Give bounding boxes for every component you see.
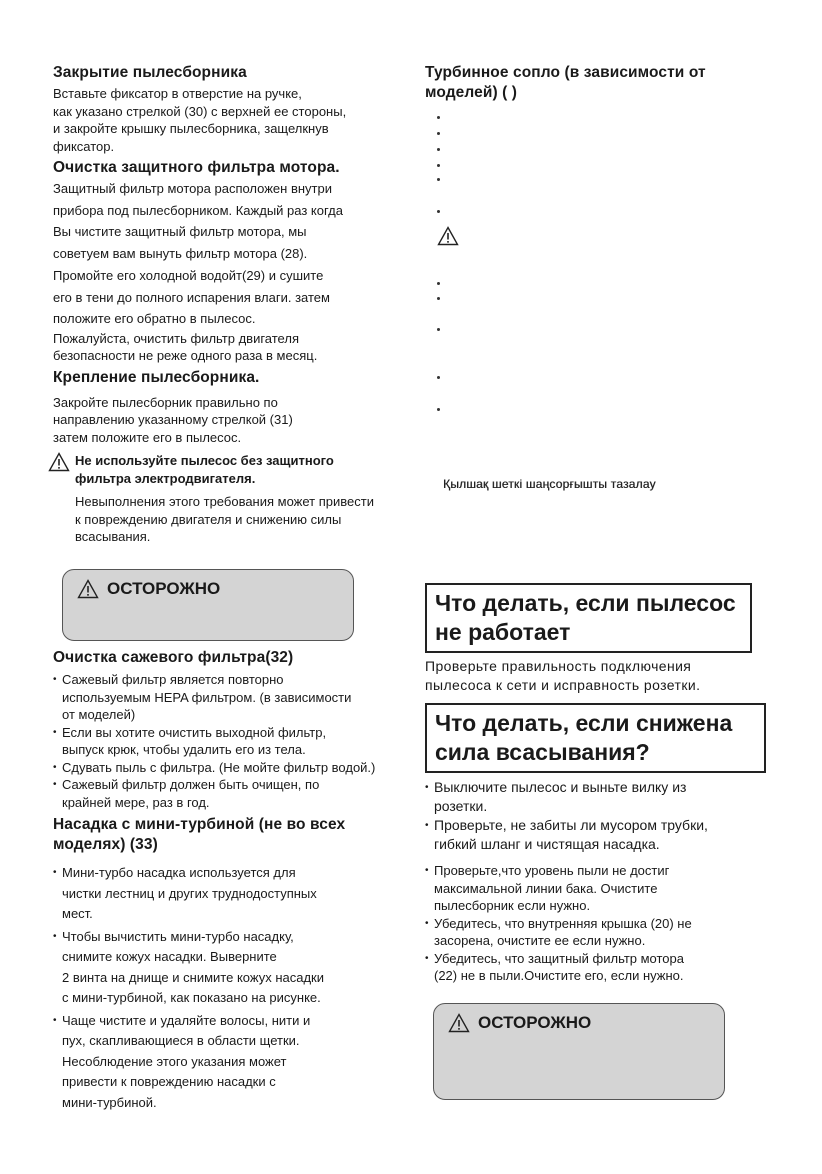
warning-triangle-icon: [448, 1013, 470, 1033]
box-low-suction: [425, 703, 766, 773]
left-column: [53, 63, 413, 546]
list-item: • Сажевый фильтр должен быть очищен, по крайней мере, раз в год.: [53, 776, 423, 811]
list-item: • Если вы хотите очистить выходной фильтр, выпуск крюк, чтобы удалить его из тела.: [53, 724, 423, 759]
bullet-dot: [437, 164, 440, 167]
kazakh-caption: Қылшақ шеткі шаңсорғышты тазалау: [443, 477, 656, 491]
bullet-dot: [437, 178, 440, 181]
list-item: • Сажевый фильтр является повторно используемым HEPA фильтром. (в зависимости от моделей): [53, 671, 423, 724]
warning-triangle-icon: [48, 452, 70, 472]
text-line: Закройте пылесборник правильно по: [53, 394, 278, 410]
low-suction-list-2: [425, 862, 765, 985]
text-line: Невыполнения этого требования может привести: [75, 494, 374, 510]
list-item: • Убедитесь, что защитный фильтр мотора (22) не в пыли.Очистите его, если нужно.: [425, 950, 765, 985]
list-item: • Проверьте, не забиты ли мусором трубки, гибкий шланг и чистящая насадка.: [425, 816, 765, 854]
text-line: затем положите его в пылесос.: [53, 429, 242, 445]
caution-box-left: [62, 569, 354, 641]
caution-label: ОСТОРОЖНО: [107, 579, 221, 598]
bullet-dot: [437, 148, 440, 151]
list-item: • Сдувать пыль с фильтра. (Не мойте фильтр водой.): [53, 759, 423, 777]
list-item: • Чаще чистите и удаляйте волосы, нити и пух, скапливающиеся в области щетки. Несоблюдение этого указания может привести к повреждению насадки с мини-турбиной.: [53, 1011, 423, 1114]
section-title-dust-container-mount: Крепление пылесборника.: [53, 368, 260, 386]
text-line: безопасности не реже одного раза в месяц.: [53, 348, 318, 364]
section-body-closing: [53, 85, 413, 155]
low-suction-list-1: [425, 778, 765, 854]
list-item: • Чтобы вычистить мини-турбо насадку, снимите кожух насадки. Выверните 2 винта на днище и снимите кожух насадки с мини-турбиной, как показано на рисунке.: [53, 927, 423, 1009]
text-line: и закройте крышку пылесборника, защелкнув: [53, 121, 329, 136]
box1-body: [425, 657, 765, 695]
bullet-dot: [437, 408, 440, 411]
text-line: Вы чистите защитный фильтр мотора, мы: [53, 224, 307, 240]
text-line: Пожалуйста, очистить фильтр двигателя: [53, 330, 299, 346]
bullet-dot: [437, 282, 440, 285]
text-line: Проверьте правильность подключения: [425, 658, 692, 674]
bullet-dot: [437, 376, 440, 379]
section-title-closing-dust-container: Закрытие пылесборника: [53, 64, 247, 81]
mini-turbo-list: [53, 863, 423, 1113]
box-title-line: Что делать, если пылесос: [435, 590, 736, 616]
box-title-line: Что делать, если снижена: [435, 710, 733, 736]
text-line: прибора под пылесборником. Каждый раз когда: [53, 202, 343, 218]
box-title-line: не работает: [435, 619, 571, 645]
section-title-turbo-nozzle: Турбинное сопло (в зависимости от моделей) ( ): [425, 64, 706, 101]
list-item: • Проверьте,что уровень пыли не достиг максимальной линии бака. Очистите пылесборник если нужно.: [425, 862, 765, 915]
section-title-mini-turbo: Насадка с мини-турбиной (не во всех моделях) (33): [53, 816, 346, 853]
text-line: фиксатор.: [53, 138, 115, 154]
text-line: как указано стрелкой (30) с верхней ее стороны,: [53, 103, 347, 119]
list-item: • Мини-турбо насадка используется для чистки лестниц и других труднодоступных мест.: [53, 863, 423, 925]
section-title-hepa-filter: Очистка сажевого фильтра(32): [53, 649, 294, 666]
warning-triangle-icon: [77, 579, 99, 599]
warning-text: Не используйте пылесос без защитного: [75, 453, 334, 469]
text-line: Вставьте фиксатор в отверстие на ручке,: [53, 86, 302, 101]
section-title-motor-filter: Очистка защитного фильтра мотора.: [53, 159, 340, 176]
text-line: Защитный фильтр мотора расположен внутри: [53, 181, 332, 196]
caution-box-right: [433, 1003, 725, 1100]
warning-triangle-icon: [437, 226, 459, 246]
section-body-mount: [53, 394, 413, 447]
text-line: всасывания.: [75, 529, 151, 545]
text-line: советуем вам вынуть фильтр мотора (28).: [53, 246, 308, 262]
text-line: его в тени до полного испарения влаги. затем: [53, 289, 330, 305]
list-item: • Выключите пылесос и выньте вилку из розетки.: [425, 778, 765, 816]
warning-block: [48, 452, 413, 546]
left-column-lower: [53, 648, 423, 1113]
text-line: пылесоса к сети и исправность розетки.: [425, 677, 701, 693]
caution-label: ОСТОРОЖНО: [478, 1013, 592, 1032]
text-line: Промойте его холодной водойт(29) и сушите: [53, 267, 324, 283]
text-line: направлению указанному стрелкой (31): [53, 412, 293, 428]
warning-text: фильтра электродвигателя.: [75, 470, 256, 486]
hepa-filter-list: [53, 671, 423, 811]
list-item: • Убедитесь, что внутренняя крышка (20) не засорена, очистите ее если нужно.: [425, 915, 765, 950]
bullet-dot: [437, 116, 440, 119]
right-column: [425, 63, 755, 103]
section-body-motor-filter: [53, 178, 413, 365]
box-title-line: сила всасывания?: [435, 739, 650, 765]
text-line: положите его обратно в пылесос.: [53, 311, 256, 327]
bullet-dot: [437, 210, 440, 213]
text-line: к повреждению двигателя и снижению силы: [75, 511, 342, 527]
box-vacuum-not-working: [425, 583, 752, 653]
bullet-dot: [437, 328, 440, 331]
bullet-dot: [437, 297, 440, 300]
bullet-dot: [437, 132, 440, 135]
